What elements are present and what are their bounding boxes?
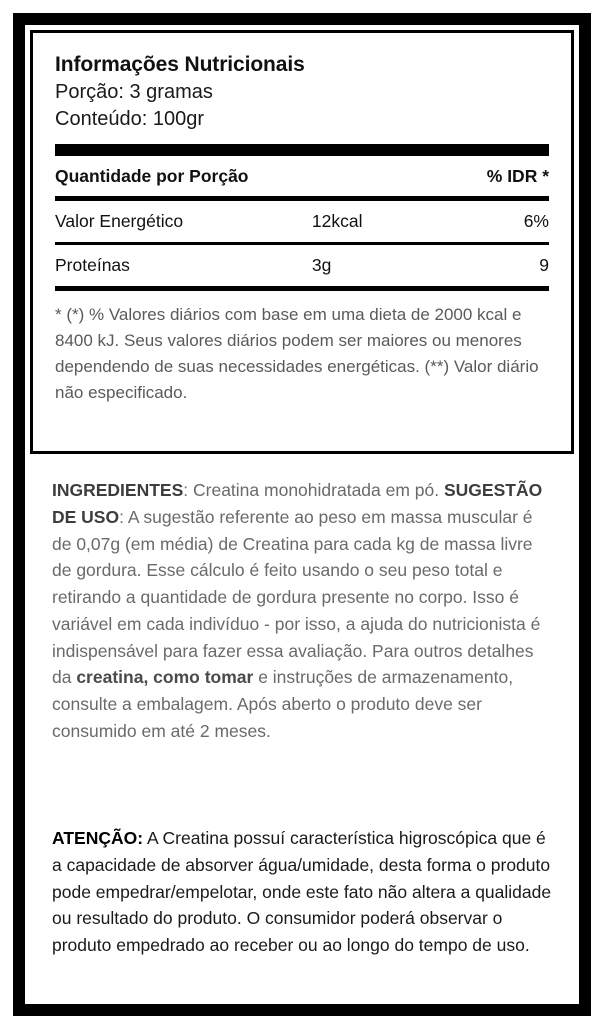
header-amount-per-serving: Quantidade por Porção [55,166,249,187]
header-daily-value: % IDR * [486,166,549,187]
ingredients-paragraph [52,477,552,745]
net-content-line: Conteúdo: 100gr [55,107,205,130]
nutrition-title: Informações Nutricionais [55,53,305,76]
row-value-energy: 12kcal [311,211,363,232]
attention-label: ATENÇÃO: [52,828,144,848]
usage-label: SUGESTÃO DE USO [52,480,543,527]
ingredients-label: INGREDIENTES [52,480,184,500]
creatina-como-tomar-link[interactable]: creatina, como tomar [76,667,254,688]
nutrition-table [55,156,549,291]
nutrition-facts-box [30,30,574,454]
attention-text: A Creatina possuí característica higroscópica que é a capacidade de absorver água/umidade, desta forma o produto pode empedrar/empelotar, onde este fato não altera a qualidade ou resultado do produto. O consumidor poderá observar o produto empedrado ao receber ou ao longo do tempo de uso. [52,828,552,956]
usage-text-second: e instruções de armazenamento, consulte a embalagem. Após aberto o produto deve ser consumido em até 2 meses. [52,667,514,741]
table-row [55,201,549,242]
label-outer-frame [13,13,591,1016]
row-value-protein: 3g [311,255,332,276]
divider-thick-top [55,144,549,156]
usage-text-first: : A sugestão referente ao peso em massa muscular é de 0,07g (em média) de Creatina para cada kg de massa livre de gordura. Esse cálculo é feito usando o seu peso total e retirando a quantidade de gordura presente no corpo. Isso é variável em cada indivíduo - por isso, a ajuda do nutricionista é indispensável para fazer essa avaliação. Para outros detalhes da [52,506,541,688]
table-header-row [55,156,549,196]
row-percent-protein: 9 [539,255,549,276]
row-name-energy: Valor Energético [55,211,184,232]
label-inner-area [25,25,579,1004]
header-spacer [312,156,445,196]
serving-size-line: Porção: 3 gramas [55,80,213,103]
table-row [55,245,549,286]
row-name-protein: Proteínas [55,255,130,276]
attention-paragraph [52,825,552,959]
row-percent-energy: 6% [523,211,549,232]
daily-value-footnote: * (*) % Valores diários com base em uma dieta de 2000 kcal e 8400 kJ. Seus valores diários podem ser maiores ou menores dependendo de suas necessidades energéticas. (**) Valor diário não especificado. [55,305,539,402]
ingredients-text: : Creatina monohidratada em pó. [183,480,440,500]
